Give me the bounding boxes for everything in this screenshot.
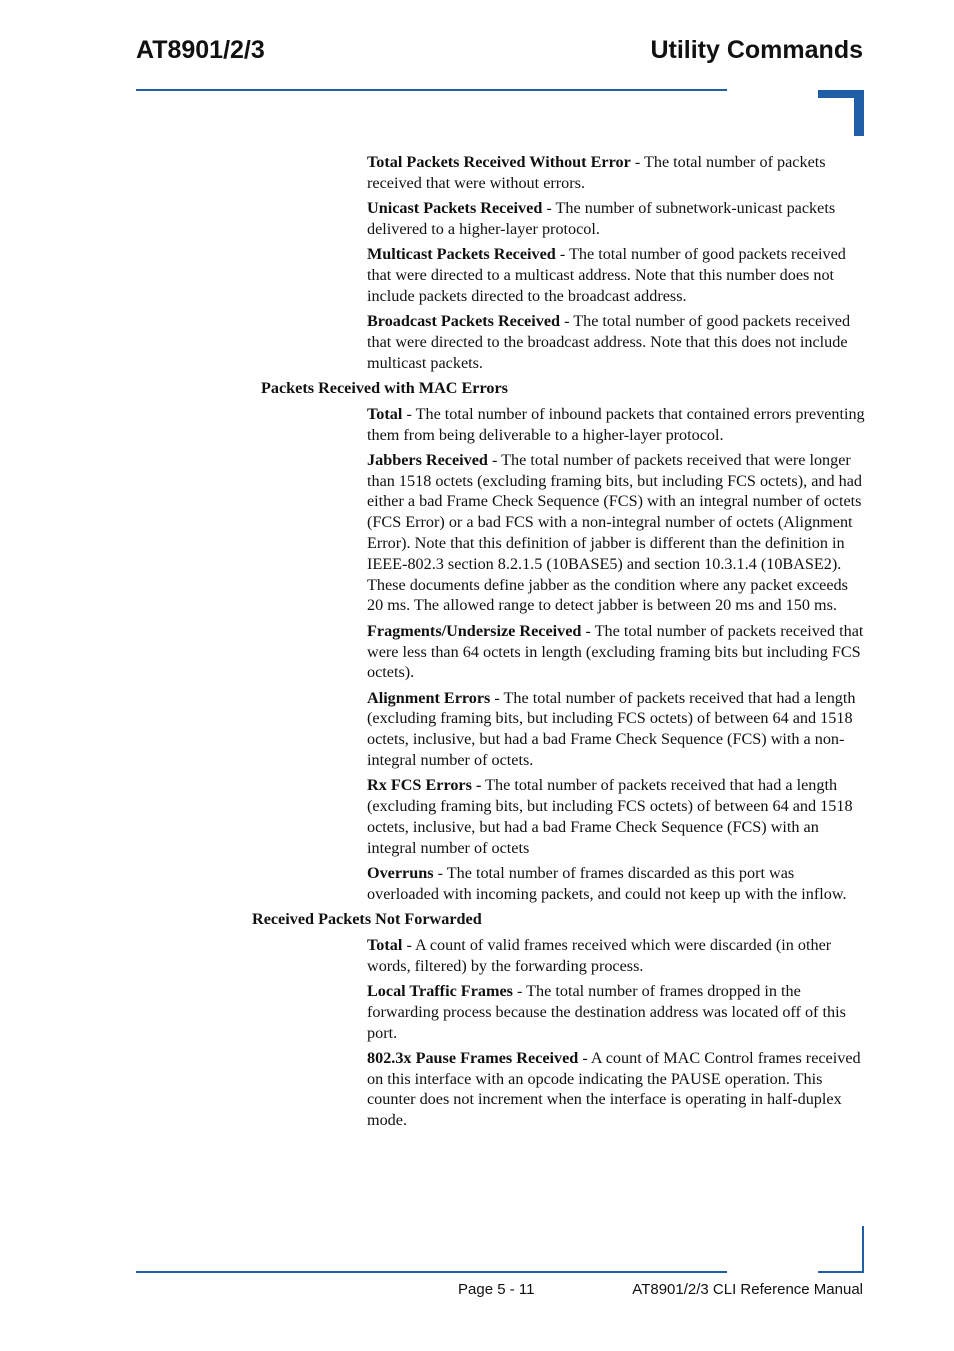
term: Alignment Errors — [367, 688, 491, 707]
desc: The total number of packets received that had a length (excluding framing bits, but including FCS octets) of between 64 and 1518 octets, inclusive, but had a bad Frame Check Sequence (FCS) with an integral number of octets — [367, 776, 853, 857]
desc: - The total number of good packets received that were directed to a multicast address. Note that this number does not include packets directed to the broadcast address. — [367, 245, 846, 305]
term: 802.3x Pause Frames Received — [367, 1048, 579, 1067]
desc: - A count of valid frames received which were discarded (in other words, filtered) by the forwarding process. — [367, 935, 832, 975]
term: Total — [367, 404, 403, 423]
term: Total Packets Received Without Error — [367, 153, 631, 171]
definition-local-traffic — [367, 981, 865, 1043]
footer-page-number: Page 5 - 11 — [458, 1281, 535, 1298]
desc: - The total number of packets received that were longer than 1518 octets (excluding framing bits, but including FCS octets), and had either a bad Frame Check Sequence (FCS) with an integral number of octets (FCS Error) or a bad FCS with a non-integral number of octets (Alignment Error). Note that this definition of jabber is different than the definition in IEEE-802.3 section 8.2.1.5 (10BASE5) and section 10.3.1.4 (10BASE2). These documents define jabber as the condition where any packet exceeds 20 ms. The allowed range to detect jabber is between 20 ms and 150 ms. — [367, 450, 862, 615]
definition-total-without-error — [367, 152, 865, 194]
definition-not-forwarded-total — [367, 935, 865, 977]
term: Local Traffic Frames — [367, 981, 513, 1000]
term: Broadcast Packets Received — [367, 312, 561, 331]
definition-mac-total — [367, 404, 865, 446]
desc: - The number of subnetwork-unicast packets delivered to a higher-layer protocol. — [367, 199, 836, 238]
definition-alignment-errors — [367, 688, 865, 771]
footer-rule-right — [818, 1271, 864, 1273]
heading-not-forwarded: Received Packets Not Forwarded — [252, 910, 482, 929]
term: Rx FCS Errors - — [367, 776, 482, 795]
desc: - The total number of inbound packets that contained errors preventing them from being deliverable to a higher-layer protocol. — [367, 404, 865, 444]
desc: - A count of MAC Control frames received on this interface with an opcode indicating the PAUSE operation. This counter does not increment when the interface is operating in half-duplex mode. — [367, 1048, 861, 1130]
desc: - The total number of packets received that had a length (excluding framing bits, but including FCS octets) of between 64 and 1518 octets, inclusive, but had a bad Frame Check Sequence (FCS) with a non-integral number of octets. — [367, 688, 856, 770]
header-rule — [136, 89, 727, 91]
definition-fragments — [367, 621, 865, 683]
term: Multicast Packets Received — [367, 245, 556, 264]
definition-multicast — [367, 244, 865, 306]
header-corner-mark — [818, 90, 864, 136]
header-section-title: Utility Commands — [650, 36, 863, 64]
definition-unicast — [367, 198, 865, 240]
desc: - The total number of packets received that were without errors. — [367, 153, 826, 192]
page-body — [0, 152, 954, 1136]
term: Total — [367, 935, 403, 954]
definition-overruns — [367, 863, 865, 905]
footer-tick-mark — [862, 1226, 864, 1272]
desc: - The total number of good packets received that were directed to the broadcast address. Note that this does not include multicast packets. — [367, 312, 851, 372]
definition-rx-fcs-errors — [367, 775, 865, 858]
definition-broadcast — [367, 311, 865, 373]
term: Unicast Packets Received — [367, 199, 543, 218]
heading-mac-errors: Packets Received with MAC Errors — [261, 378, 508, 397]
desc: - The total number of frames dropped in the forwarding process because the destination address was located off of this port. — [367, 981, 846, 1042]
header-product: AT8901/2/3 — [136, 36, 265, 64]
desc: - The total number of frames discarded as this port was overloaded with incoming packets, and could not keep up with the inflow. — [367, 864, 847, 903]
term: Jabbers Received — [367, 450, 488, 469]
term: Overruns — [367, 864, 434, 882]
definition-pause-frames — [367, 1048, 865, 1131]
footer-manual-title: AT8901/2/3 CLI Reference Manual — [632, 1281, 863, 1298]
footer-rule — [136, 1271, 727, 1273]
definition-jabbers — [367, 450, 865, 616]
desc: - The total number of packets received that were less than 64 octets in length (excluding framing bits but including FCS octets). — [367, 621, 864, 682]
term: Fragments/Undersize Received — [367, 621, 582, 640]
